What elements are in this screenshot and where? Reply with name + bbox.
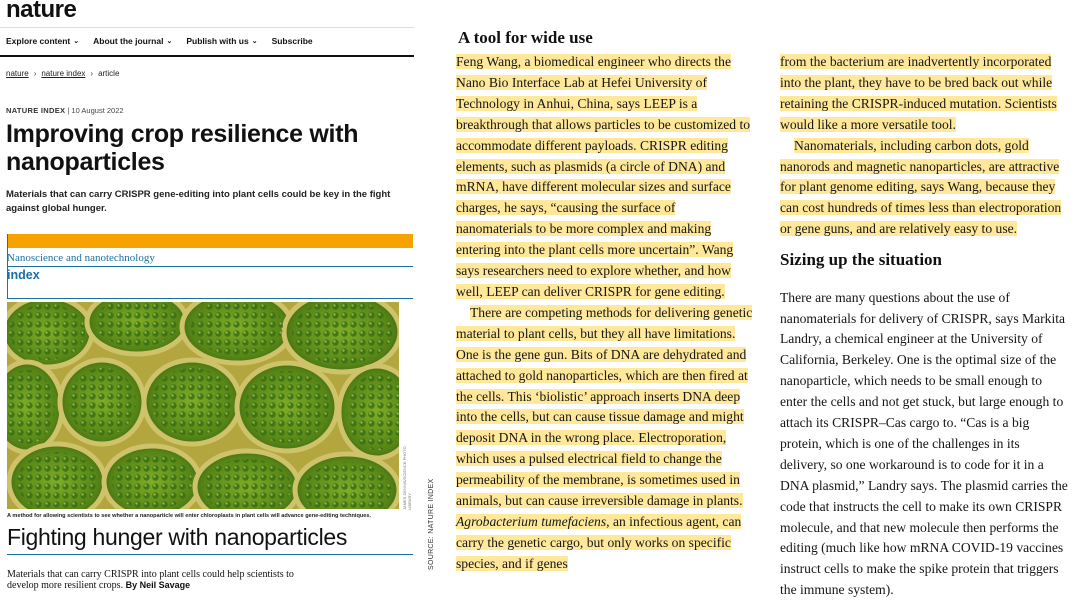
chloroplast-image	[7, 302, 399, 509]
print-headline: Fighting hunger with nanoparticles	[7, 524, 348, 550]
nav-label: Explore content	[6, 36, 71, 46]
print-standfirst	[7, 569, 297, 591]
highlighted-text: Nanomaterials, including carbon dots, gold nanorods and magnetic nanoparticles, are attractive for plant genome editing, says Wang, because they can cost hundreds of times less than electroporation or gene guns, and are relatively easy to use.	[780, 137, 1062, 237]
breadcrumb-current: article	[98, 69, 120, 78]
page-title: Improving crop resilience with nanoparticles	[6, 120, 359, 176]
nav-about-journal[interactable]	[93, 36, 172, 46]
print-subject-rule	[7, 266, 413, 267]
paragraph	[456, 303, 754, 575]
print-column-2	[780, 52, 1070, 240]
highlighted-text: There are competing methods for delivering genetic material to plant cells, but they all have limitations. One is the gene gun. Bits of DNA are dehydrated and attached to gold nanoparticles, which are then fired at the cells. This ‘biolistic’ approach inserts DNA deep into the cells, but can cause tissue damage and might deposit DNA in the wrong place. Electroporation, which uses a pulsed electrical field to change the permeability of the membrane, is sometimes used in animals, but can cause irreversible damage in plants.	[456, 304, 753, 509]
paragraph	[780, 52, 1070, 136]
highlighted-text: , an infectious agent, can carry the genetic cargo, but only works on specific species, and if genes	[456, 513, 742, 571]
chevron-down-icon: ⌄	[251, 38, 258, 45]
print-index-label: index	[7, 268, 40, 282]
article-section[interactable]: NATURE INDEX	[6, 106, 66, 115]
breadcrumb-nature-index[interactable]: nature index	[41, 69, 86, 78]
site-nav	[6, 36, 313, 46]
breadcrumb-nature[interactable]: nature	[6, 69, 29, 78]
paragraph	[456, 52, 754, 303]
nav-subscribe[interactable]	[272, 36, 313, 46]
highlighted-text: from the bacterium are inadvertently incorporated into the plant, they have to be bred back out while retaining the CRISPR-induced mutation. Scientists would like a more versatile tool.	[780, 54, 1057, 132]
print-column-1	[456, 52, 754, 575]
article-standfirst: Materials that can carry CRISPR gene-editing into plant cells could be key in the fight against global hunger.	[6, 189, 391, 214]
print-standfirst-text: Materials that can carry CRISPR into plant cells could help scientists to develop more resilient crops.	[7, 569, 294, 591]
site-logo[interactable]: nature	[6, 0, 77, 23]
nav-publish[interactable]	[186, 36, 257, 46]
plant-cells-photo	[7, 302, 399, 509]
nav-label: Publish with us	[186, 36, 249, 46]
print-column-2-lower	[780, 274, 1070, 615]
chevron-right-icon: ›	[90, 69, 94, 78]
paragraph: There are many questions about the use of nanomaterials for delivery of CRISPR, says Markita Landry, a chemical engineer at the University of California, Berkeley. One is the optimal size of the nanoparticle, which needs to be small enough to enter the cells and not get stuck, but large enough to attach its CRISPR–Cas cargo to. “Cas is a big protein, which is one of the challenges in its delivery, so one workaround is to code for it in a DNA plasmid,” Landry says. The plasmid carries the code that instructs the cell to make its own CRISPR molecule, and that new molecule then performs the editing (much like how mRNA COVID-19 vaccines instruct cells to make the spike protein that triggers the immune system).	[780, 289, 1068, 598]
highlighted-text: Feng Wang, a biomedical engineer who directs the Nano Bio Interface Lab at Hefei University of Technology in Anhui, China, says LEEP is a breakthrough that allows particles to be customized to accommodate different payloads. CRISPR editing elements, such as plasmids (a circle of DNA) and mRNA, have different molecular sizes and surface charges, he says, “causing the surface of nanomaterials to be more complex and making entering into the plant cells more uncertain”. Wang says researchers need to explore whether, and how well, LEEP can deliver CRISPR for gene editing.	[456, 54, 751, 299]
print-index-rule	[7, 298, 413, 299]
photo-caption: A method for allowing scientists to see whether a nanoparticle will enter chloroplasts in plant cells will advance gene-editing techniques.	[7, 513, 372, 519]
nav-label: About the journal	[93, 36, 164, 46]
highlighted-italic-text: Agrobacterium tumefaciens	[456, 513, 607, 529]
nav-label: Subscribe	[271, 36, 313, 46]
chevron-down-icon: ⌄	[73, 38, 80, 45]
paragraph	[780, 136, 1070, 241]
header-divider	[0, 27, 414, 28]
source-label: SOURCE: NATURE INDEX	[428, 478, 435, 570]
section-heading-sizing: Sizing up the situation	[780, 250, 943, 269]
section-heading-tool: A tool for wide use	[458, 28, 593, 47]
photo-credit: JAMES DENNIS/SCIENCE PHOTO LIBRARY	[402, 446, 412, 510]
article-date: 10 August 2022	[71, 106, 124, 115]
chevron-down-icon: ⌄	[166, 38, 173, 45]
print-subject: Nanoscience and nanotechnology	[7, 252, 155, 264]
nav-bottom-rule	[0, 55, 414, 57]
print-orange-banner	[7, 234, 413, 248]
print-headline-rule	[7, 554, 413, 555]
chevron-right-icon: ›	[33, 69, 37, 78]
nav-explore-content[interactable]	[6, 36, 79, 46]
breadcrumb	[6, 69, 119, 78]
article-meta: NATURE INDEX | 10 August 2022	[6, 106, 124, 115]
byline: By Neil Savage	[125, 580, 191, 590]
